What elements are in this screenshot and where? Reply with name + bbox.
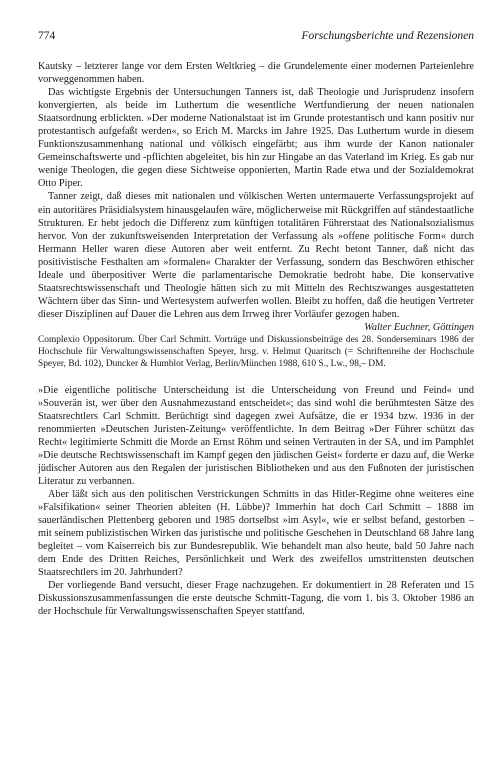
page-body (38, 60, 474, 618)
document-page (38, 30, 474, 618)
running-title: Forschungsberichte und Rezensionen (301, 30, 474, 42)
book-citation: Complexio Oppositorum. Über Carl Schmitt. Vorträge und Diskussionsbeiträge des 28. Sonderseminars 1986 der Hochschule für Verwaltungswissenschaften Speyer, hrsg. v. Helmut Quaritsch (= Schriftenreihe der Hochschule Speyer, Bd. 102), Duncker & Humblot Verlag, Berlin/München 1988, 610 S., Lw., 98,– DM. (38, 334, 474, 370)
paragraph: Aber läßt sich aus den politischen Verstrickungen Schmitts in das Hitler-Regime ohne weiteres eine »Falsifikation« seiner Theorien ableiten (H. Lübbe)? Immerhin hat doch Carl Schmitt – 1888 im sauerländischen Plettenberg geboren und 1985 dortselbst »im Asyl«, wie er selbst befand, gestorben – mit seinem publizistischen Wirken das juristische und politische Geschehen in Deutschland 68 Jahre lang begleitet – vom Kaiserreich bis zur Bundesrepublik. Wie behandelt man also heute, bald 50 Jahre nach dem Ende des Dritten Reiches, Persönlichkeit und Werk des zweifellos umstrittensten deutschen Staatsrechtlers im 20. Jahrhundert? (38, 488, 474, 579)
paragraph: »Die eigentliche politische Unterscheidung ist die Unterscheidung von Freund und Feind« und »Souverän ist, wer über den Ausnahmezustand entscheidet«; das sind wohl die berühmtesten Sätze des Staatsrechtlers Carl Schmitt. Berüchtigt sind dagegen zwei Aufsätze, die er 1934 bzw. 1936 in der renommierten »Deutschen Juristen-Zeitung« veröffentlichte. In dem Beitrag »Der Führer schützt das Recht« legitimierte Schmitt die Morde an Ernst Röhm und seinen Vertrauten in der SA, und im Pamphlet »Die deutsche Rechtswissenschaft im Kampf gegen den jüdischen Geist« forderte er dazu auf, die Werke jüdischer Autoren aus den Regalen der juristischen Bibliotheken und aus den Fußnoten der juristischen Literatur zu verbannen. (38, 384, 474, 487)
paragraph: Kautsky – letzterer lange vor dem Ersten Weltkrieg – die Grundelemente einer modernen Parteienlehre vorweggenommen haben. (38, 61, 474, 86)
paragraph: Das wichtigste Ergebnis der Untersuchungen Tanners ist, daß Theologie und Jurisprudenz insofern konvergierten, als beide im Luthertum die wesentliche Wertfundierung der neuen nationalen Staatsordnung erblickten. »Der moderne Nationalstaat ist im Grunde protestantisch und kann positiv nur protestantisch aufgefaßt werden«, so Erich M. Marcks im Jahre 1925. Das Luthertum wurde in diesem Funktionszusammenhang national und völkisch eingefärbt; aus ihm wurde der Kanon nationaler Gemeinschaftswerte und -pflichten abgeleitet, bis hin zur Hingabe an das Vaterland im Krieg. Es gab nur wenige Theologen, die gegen diese Sichtweise opponierten, Martin Rade etwa und der Sozialdemokrat Otto Piper. (38, 87, 474, 190)
page-number: 774 (38, 30, 56, 42)
review-signature (38, 321, 474, 334)
running-header (38, 30, 474, 46)
paragraph: Tanner zeigt, daß dieses mit nationalen und völkischen Werten untermauerte Verfassungsprojekt auf ein autoritäres Präsidialsystem hinausgelaufen wäre, möglicherweise mit Rückgriffen auf ständestaatliche Strukturen. Er hebt jedoch die Differenz zum künftigen totalitären Führerstaat des Nationalsozialismus hervor. Von der zukunftsweisenden Interpretation der Verfassung als »offene politische Form« durch Hermann Heller waren diese Autoren aber weit entfernt. Zu Recht betont Tanner, daß nicht das positivistische Festhalten am »formalen« Charakter der Verfassung, sondern das Beschwören ethischer Ideale und überpositiver Werte die parlamentarische Demokratie bedroht habe. Die konservative Staatsrechtswissenschaft und Theologie hätten sich zu mit Mitteln des Rechtszwanges ausgestatteten Wächtern über das Sinn- und Wertesystem aufwerfen wollen. Bleibt zu hoffen, daß die heutigen Vertreter dieser Disziplinen auf Dauer die Lehren aus dem Irrweg ihrer Vorläufer gezogen haben. (38, 191, 474, 320)
review-author: Walter Euchner, Göttingen (364, 321, 474, 333)
paragraph: Der vorliegende Band versucht, dieser Frage nachzugehen. Er dokumentiert in 28 Referaten und 15 Diskussionszusammenfassungen die erste deutsche Schmitt-Tagung, die vom 1. bis 3. Oktober 1986 an der Hochschule für Verwaltungswissenschaften Speyer stattfand. (38, 580, 474, 618)
